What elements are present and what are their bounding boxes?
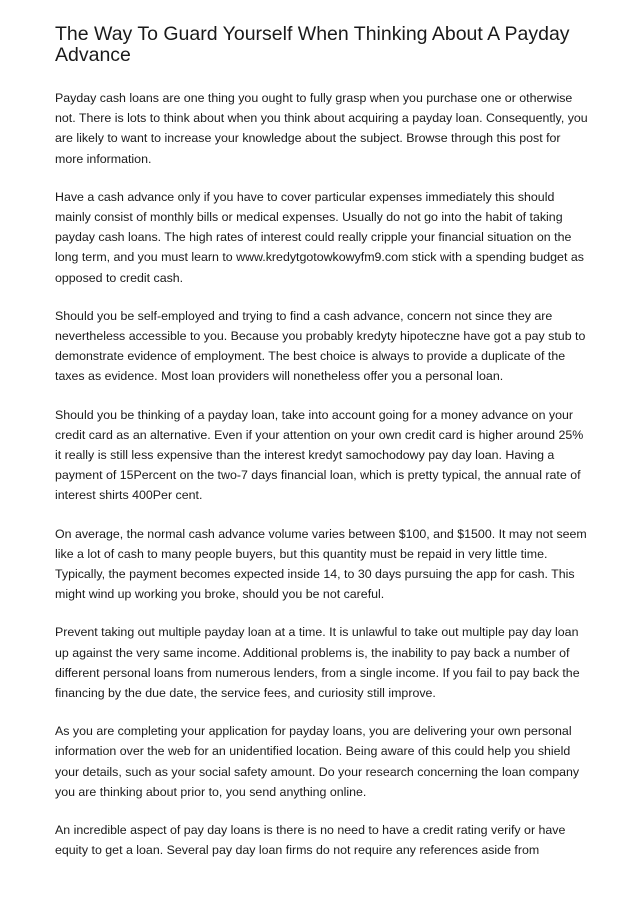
paragraph-1: Payday cash loans are one thing you ought to fully grasp when you purchase one or otherwise not. There is lots to think about when you think about acquiring a payday loan. Consequently, you are likely to want to increase your knowledge about the subject. Browse through this post for more information. xyxy=(55,91,588,166)
paragraph-5: On average, the normal cash advance volume varies between $100, and $1500. It may not seem like a lot of cash to many people buyers, but this quantity must be repaid in very little time. Typically, the payment becomes expected inside 14, to 30 days pursuing the app for cash. This might wind up working you broke, should you be not careful. xyxy=(55,526,587,602)
document-page xyxy=(55,24,590,879)
paragraph-2: Have a cash advance only if you have to cover particular expenses immediately this should mainly consist of monthly bills or medical expenses. Usually do not go into the habit of taking payday cash loans. The high rates of interest could really cripple your financial situation on the long term, and you must learn to www.kredytgotowkowyfm9.com stick with a spending budget as opposed to credit cash. xyxy=(55,189,584,285)
paragraph-6: Prevent taking out multiple payday loan at a time. It is unlawful to take out multiple pay day loan up against the very same income. Additional problems is, the inability to pay back a number of different personal loans from numerous lenders, from a single income. If you fail to pay back the financing by the due date, the service fees, and curiosity still improve. xyxy=(55,625,580,701)
paragraph-4: Should you be thinking of a payday loan, take into account going for a money advance on your credit card as an alternative. Even if your attention on your own credit card is higher around 25% it really is still less expensive than the interest kredyt samochodowy pay day loan. Having a payment of 15Percent on the two-7 days financial loan, which is pretty typical, the annual rate of interest shirts 400Per cent. xyxy=(55,407,584,503)
paragraph-3: Should you be self-employed and trying to find a cash advance, concern not since they are nevertheless accessible to you. Because you probably kredyty hipoteczne have got a pay stub to demonstrate evidence of employment. The best choice is always to provide a duplicate of the taxes as evidence. Most loan providers will nonetheless offer you a personal loan. xyxy=(55,308,586,384)
page-title: The Way To Guard Yourself When Thinking About A Payday Advance xyxy=(55,23,570,66)
paragraph-8: An incredible aspect of pay day loans is there is no need to have a credit rating verify or have equity to get a loan. Several pay day loan firms do not require any references aside from xyxy=(55,823,566,858)
paragraph-7: As you are completing your application for payday loans, you are delivering your own personal information over the web for an unidentified location. Being aware of this could help you shield your details, such as your social safety amount. Do your research concerning the loan company you are thinking about prior to, you send anything online. xyxy=(55,724,580,799)
